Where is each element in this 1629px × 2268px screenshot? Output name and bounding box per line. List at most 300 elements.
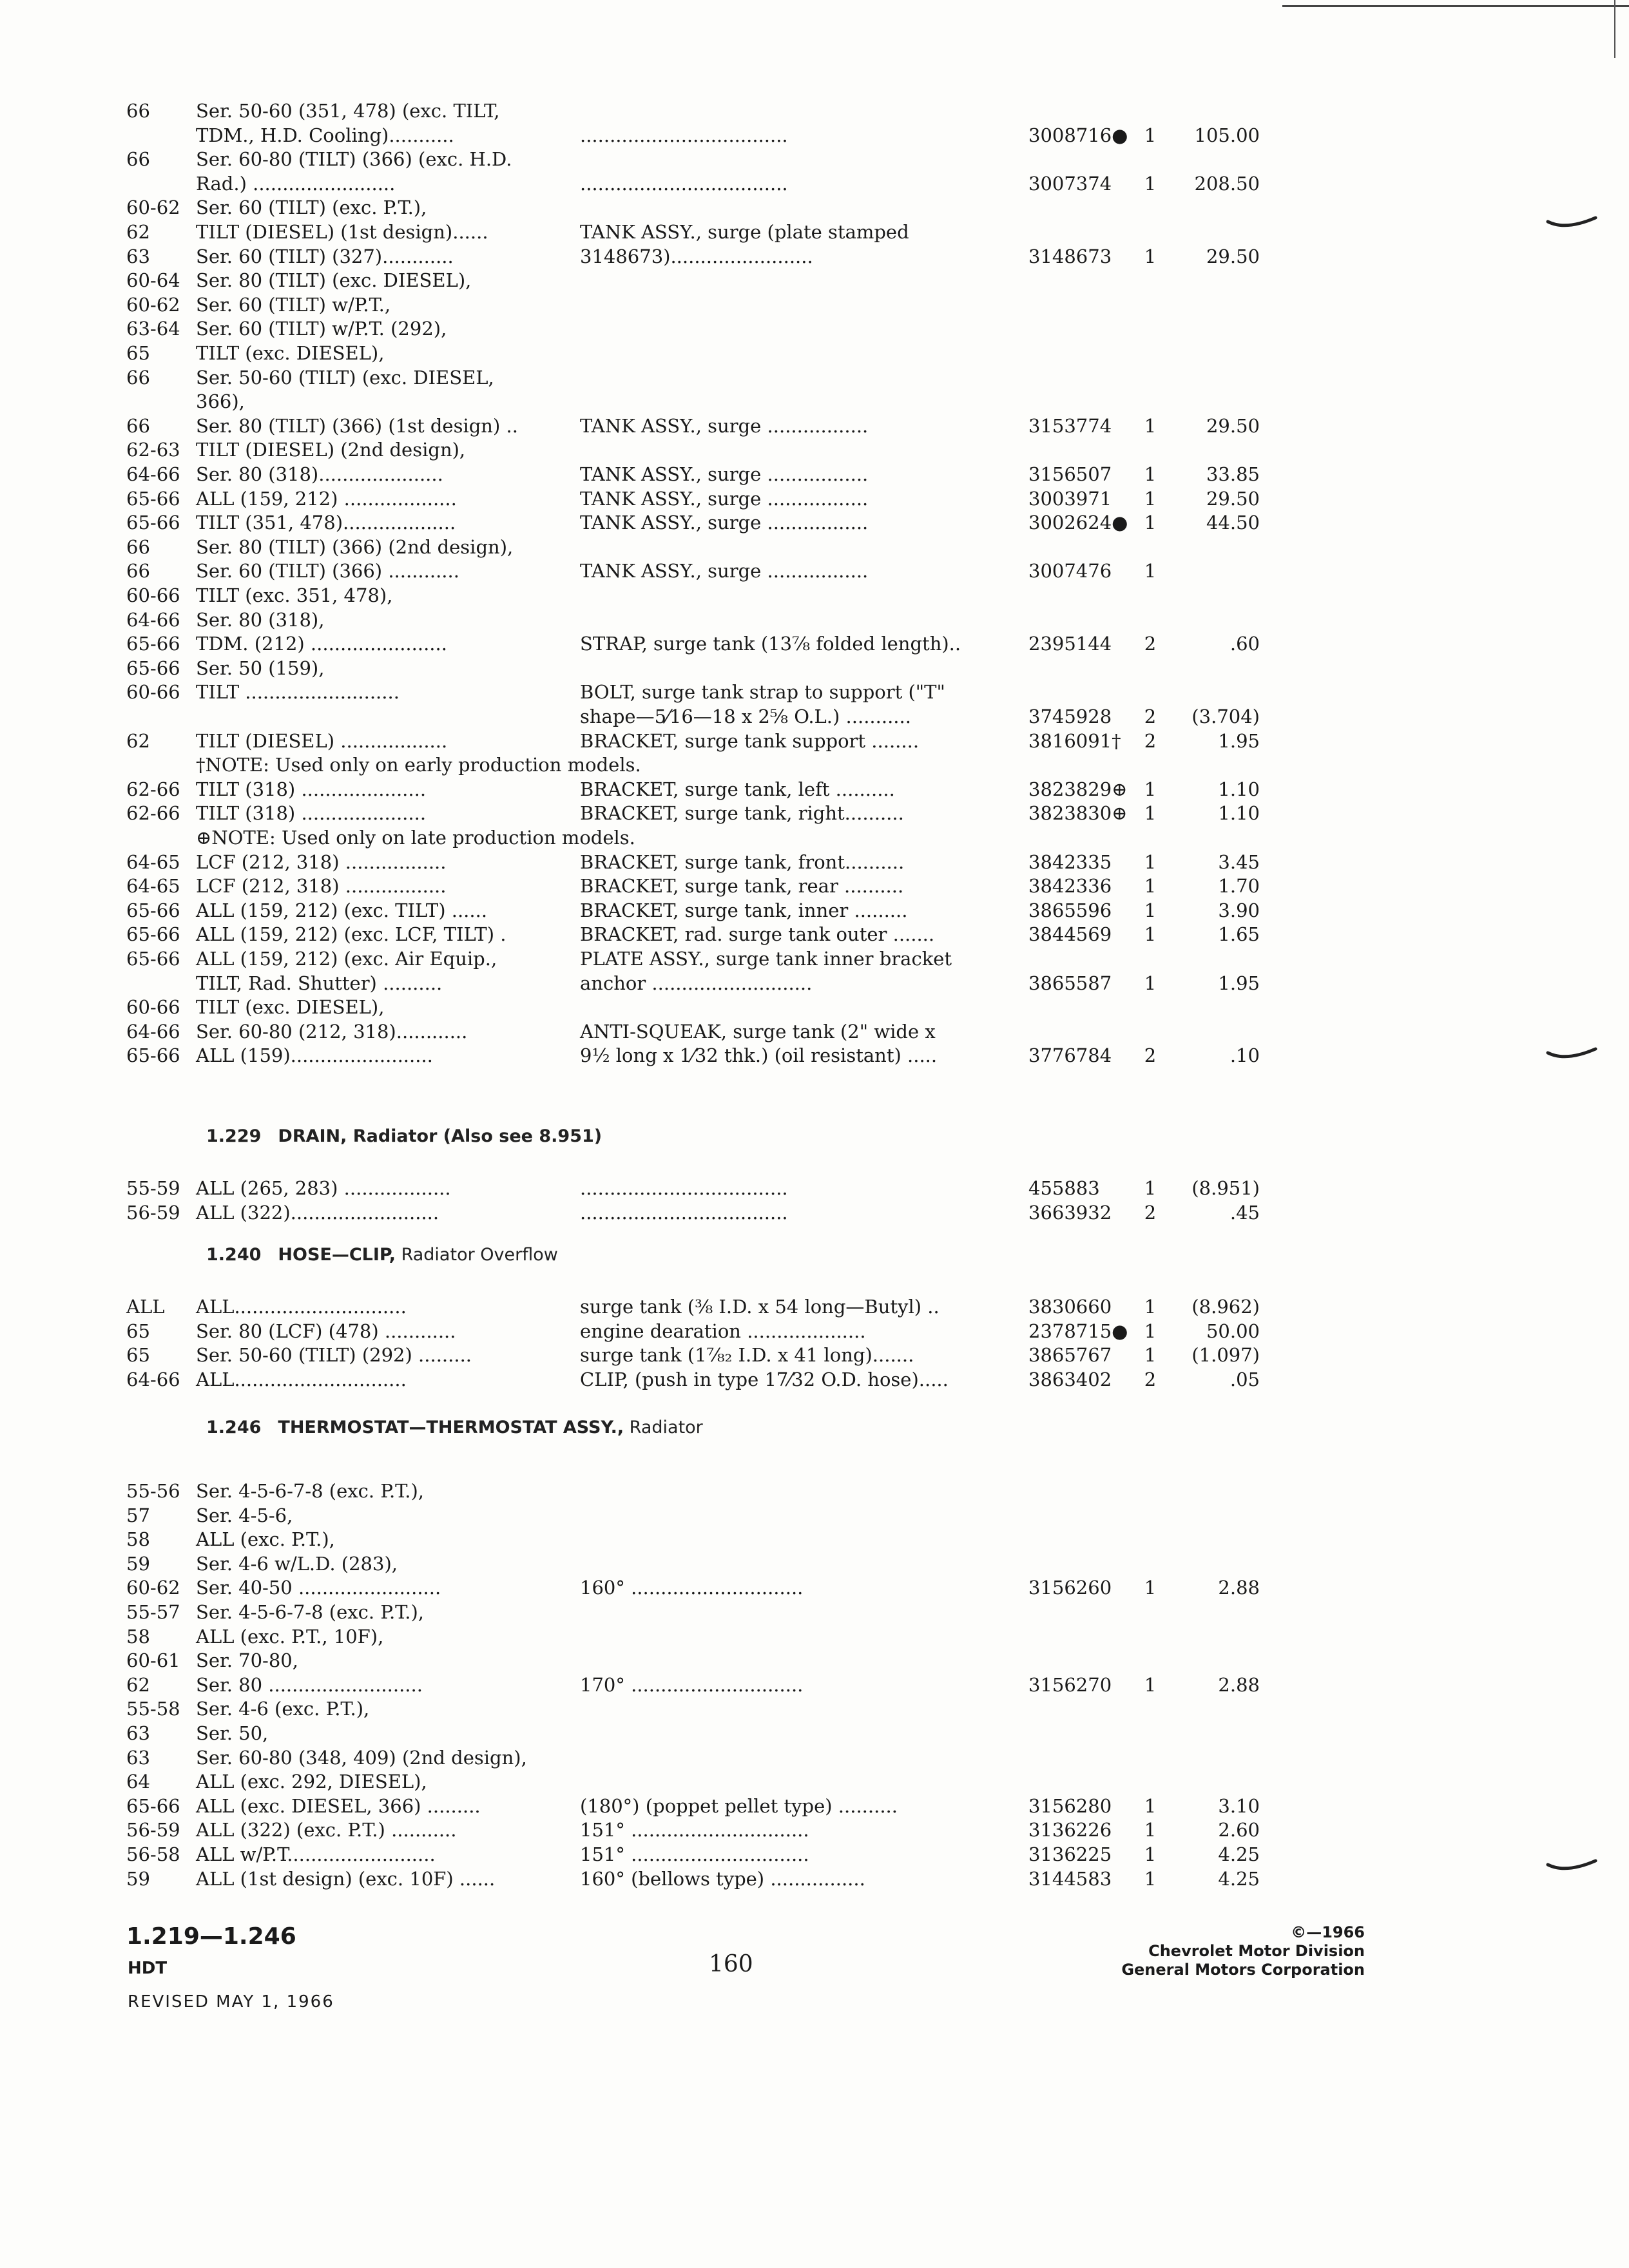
application-cell: 366), bbox=[196, 390, 245, 413]
copyright: ©—1966 bbox=[1291, 1923, 1365, 1941]
table-row bbox=[0, 1793, 1629, 1819]
table-row bbox=[0, 728, 1629, 754]
year-cell: 60-66 bbox=[126, 681, 180, 704]
part-number-cell: 3830660 bbox=[1028, 1296, 1112, 1318]
price-cell: 1.70 bbox=[1218, 875, 1260, 898]
table-row bbox=[0, 1043, 1629, 1068]
section-heading bbox=[206, 1124, 602, 1149]
year-cell: 65-66 bbox=[126, 657, 180, 679]
table-row bbox=[0, 219, 1629, 245]
part-number-cell: 3007374 bbox=[1028, 172, 1112, 195]
application-cell: TILT (351, 478)................... bbox=[196, 512, 456, 534]
quantity-cell: 1 bbox=[1144, 1296, 1157, 1318]
description-cell: TANK ASSY., surge ................. bbox=[580, 463, 869, 485]
year-cell: 55-57 bbox=[126, 1601, 180, 1623]
application-cell: Ser. 60 (TILT) (327)............ bbox=[196, 245, 454, 267]
table-row bbox=[0, 849, 1629, 875]
table-row bbox=[0, 776, 1629, 802]
table-row bbox=[0, 316, 1629, 341]
application-cell: Ser. 80 (318), bbox=[196, 608, 325, 631]
application-cell: TILT (DIESEL) (2nd design), bbox=[196, 439, 466, 461]
part-number-cell: 3863402 bbox=[1028, 1368, 1112, 1390]
year-cell: 66 bbox=[126, 148, 150, 171]
table-row bbox=[0, 1478, 1629, 1504]
description-cell: TANK ASSY., surge ................. bbox=[580, 487, 869, 510]
table-row bbox=[0, 1526, 1629, 1552]
year-cell: 58 bbox=[126, 1625, 150, 1648]
price-cell: 1.10 bbox=[1218, 778, 1260, 800]
year-cell: 64 bbox=[126, 1771, 150, 1793]
top-edge-line bbox=[1282, 5, 1629, 7]
quantity-cell: 1 bbox=[1144, 850, 1157, 873]
quantity-cell: 1 bbox=[1144, 923, 1157, 946]
year-cell: 66 bbox=[126, 366, 150, 389]
description-cell: 160° ............................. bbox=[580, 1577, 804, 1599]
table-row bbox=[0, 437, 1629, 463]
application-cell: TDM., H.D. Cooling)........... bbox=[196, 124, 454, 146]
part-number-cell: 3842335 bbox=[1028, 850, 1112, 873]
quantity-cell: 1 bbox=[1144, 463, 1157, 485]
table-row bbox=[0, 1575, 1629, 1600]
description-cell: 151° .............................. bbox=[580, 1819, 809, 1841]
table-row bbox=[0, 631, 1629, 657]
year-cell: 65-66 bbox=[126, 487, 180, 510]
application-cell: ALL (159, 212) (exc. TILT) ...... bbox=[196, 899, 488, 921]
table-row bbox=[0, 558, 1629, 584]
description-cell: BRACKET, surge tank, right.......... bbox=[580, 802, 904, 825]
application-cell: Ser. 60 (TILT) (366) ............ bbox=[196, 560, 459, 582]
year-cell: 64-66 bbox=[126, 1020, 180, 1043]
price-cell: 105.00 bbox=[1194, 124, 1260, 146]
application-cell: ALL (159, 212) (exc. Air Equip., bbox=[196, 948, 497, 970]
description-cell: BRACKET, surge tank, rear .......... bbox=[580, 875, 904, 898]
year-cell: 62-66 bbox=[126, 778, 180, 800]
application-cell: Ser. 50-60 (TILT) (exc. DIESEL, bbox=[196, 366, 494, 389]
page-number: 160 bbox=[709, 1951, 753, 1977]
table-row bbox=[0, 607, 1629, 633]
section-heading bbox=[206, 1242, 558, 1268]
year-cell: 55-56 bbox=[126, 1480, 180, 1502]
price-cell: 1.95 bbox=[1218, 972, 1260, 994]
table-row bbox=[0, 244, 1629, 269]
part-number-cell: 3002624● bbox=[1028, 512, 1128, 534]
corporation-name: General Motors Corporation bbox=[1121, 1961, 1365, 1979]
table-row bbox=[0, 1019, 1629, 1044]
division-name: Chevrolet Motor Division bbox=[1148, 1942, 1365, 1960]
part-number-cell: 3663932 bbox=[1028, 1201, 1112, 1224]
table-row bbox=[0, 1175, 1629, 1201]
revision-date: REVISED MAY 1, 1966 bbox=[128, 1992, 334, 2012]
quantity-cell: 1 bbox=[1144, 1867, 1157, 1890]
application-cell: Ser. 4-5-6-7-8 (exc. P.T.), bbox=[196, 1480, 425, 1502]
part-number-cell: 3156507 bbox=[1028, 463, 1112, 485]
table-row bbox=[0, 1866, 1629, 1892]
application-cell: Ser. 40-50 ........................ bbox=[196, 1577, 441, 1599]
application-cell: ALL (exc. P.T.), bbox=[196, 1528, 335, 1551]
year-cell: 56-58 bbox=[126, 1843, 180, 1865]
part-number-cell: 3823829⊕ bbox=[1028, 778, 1128, 800]
description-cell: BRACKET, surge tank, inner ......... bbox=[580, 899, 908, 921]
application-cell: ALL............................. bbox=[196, 1296, 407, 1318]
description-cell: 9½ long x 1⁄32 thk.) (oil resistant) ..... bbox=[580, 1044, 938, 1067]
description-cell: CLIP, (push in type 17⁄32 O.D. hose)..... bbox=[580, 1368, 949, 1390]
description-cell: surge tank (⅜ I.D. x 54 long—Butyl) .. bbox=[580, 1296, 940, 1318]
table-row bbox=[0, 98, 1629, 124]
description-cell: BRACKET, surge tank support ........ bbox=[580, 729, 920, 752]
part-number-cell: 2378715● bbox=[1028, 1320, 1128, 1342]
price-cell: .10 bbox=[1229, 1044, 1260, 1067]
application-cell: ALL (exc. 292, DIESEL), bbox=[196, 1771, 427, 1793]
quantity-cell: 1 bbox=[1144, 512, 1157, 534]
part-number-cell: 3144583 bbox=[1028, 1867, 1112, 1890]
application-cell: Ser. 4-6 (exc. P.T.), bbox=[196, 1698, 370, 1720]
table-row bbox=[0, 195, 1629, 220]
application-cell: †NOTE: Used only on early production models. bbox=[196, 754, 641, 776]
table-row bbox=[0, 1367, 1629, 1392]
price-cell: (3.704) bbox=[1191, 706, 1260, 727]
table-row bbox=[0, 340, 1629, 366]
year-cell: 63 bbox=[126, 1746, 150, 1769]
description-cell: ................................... bbox=[580, 1201, 788, 1224]
application-cell: TILT (exc. DIESEL), bbox=[196, 342, 385, 364]
description-cell: TANK ASSY., surge ................. bbox=[580, 512, 869, 534]
quantity-cell: 2 bbox=[1144, 706, 1157, 727]
section-subtitle: Radiator Overflow bbox=[396, 1245, 558, 1265]
application-cell: ALL (322) (exc. P.T.) ........... bbox=[196, 1819, 457, 1841]
table-row bbox=[0, 267, 1629, 293]
table-row bbox=[0, 365, 1629, 390]
application-cell: ALL (159)........................ bbox=[196, 1044, 433, 1067]
table-row bbox=[0, 873, 1629, 899]
price-cell: (1.097) bbox=[1191, 1344, 1260, 1367]
year-cell: 63-64 bbox=[126, 318, 180, 340]
table-row bbox=[0, 994, 1629, 1020]
application-cell: ALL (159, 212) ................... bbox=[196, 487, 457, 510]
year-cell: 59 bbox=[126, 1552, 150, 1575]
application-cell: Ser. 60 (TILT) w/P.T. (292), bbox=[196, 318, 447, 340]
quantity-cell: 1 bbox=[1144, 1177, 1157, 1199]
part-number-cell: 3865767 bbox=[1028, 1344, 1112, 1367]
quantity-cell: 2 bbox=[1144, 1201, 1157, 1224]
year-cell: 60-66 bbox=[126, 584, 180, 606]
application-cell: Ser. 60 (TILT) (exc. P.T.), bbox=[196, 197, 427, 219]
section-number: 1.246 bbox=[206, 1418, 262, 1437]
table-row bbox=[0, 946, 1629, 972]
application-cell: LCF (212, 318) ................. bbox=[196, 875, 447, 898]
table-row bbox=[0, 1624, 1629, 1649]
description-cell: 160° (bellows type) ................ bbox=[580, 1867, 865, 1890]
quantity-cell: 1 bbox=[1144, 875, 1157, 898]
table-row bbox=[0, 461, 1629, 487]
price-cell: (8.951) bbox=[1191, 1177, 1260, 1199]
quantity-cell: 1 bbox=[1144, 1819, 1157, 1841]
application-cell: Ser. 60-80 (348, 409) (2nd design), bbox=[196, 1746, 527, 1769]
year-cell: 65 bbox=[126, 1344, 150, 1367]
description-cell: ................................... bbox=[580, 1177, 788, 1199]
page-edge-shadow bbox=[1614, 0, 1615, 58]
year-cell: ALL bbox=[126, 1296, 165, 1318]
table-row bbox=[0, 1769, 1629, 1794]
table-row bbox=[0, 898, 1629, 923]
year-cell: 63 bbox=[126, 245, 150, 267]
table-row bbox=[0, 752, 1629, 778]
description-cell: BRACKET, surge tank, front.......... bbox=[580, 850, 905, 873]
application-cell: Ser. 80 (TILT) (exc. DIESEL), bbox=[196, 269, 472, 292]
application-cell: ALL (322)......................... bbox=[196, 1201, 439, 1224]
table-row bbox=[0, 1696, 1629, 1722]
quantity-cell: 1 bbox=[1144, 124, 1157, 146]
description-cell: 3148673)........................ bbox=[580, 245, 813, 267]
part-number-cell: 3816091† bbox=[1028, 729, 1121, 752]
application-cell: Ser. 50-60 (351, 478) (exc. TILT, bbox=[196, 100, 500, 122]
part-number-cell: 3156260 bbox=[1028, 1577, 1112, 1599]
quantity-cell: 1 bbox=[1144, 778, 1157, 800]
year-cell: 62-63 bbox=[126, 439, 180, 461]
application-cell: Rad.) ........................ bbox=[196, 172, 396, 195]
year-cell: 56-59 bbox=[126, 1201, 180, 1224]
part-number-cell: 3842336 bbox=[1028, 875, 1112, 898]
year-cell: 66 bbox=[126, 560, 150, 582]
year-cell: 66 bbox=[126, 100, 150, 122]
table-row bbox=[0, 1503, 1629, 1528]
part-number-cell: 3007476 bbox=[1028, 560, 1112, 582]
quantity-cell: 2 bbox=[1144, 1044, 1157, 1067]
part-number-cell: 3844569 bbox=[1028, 923, 1112, 946]
description-cell: anchor ........................... bbox=[580, 972, 813, 994]
description-cell: TANK ASSY., surge ................. bbox=[580, 414, 869, 437]
application-cell: Ser. 50, bbox=[196, 1722, 269, 1744]
year-cell: 64-65 bbox=[126, 875, 180, 898]
year-cell: 65 bbox=[126, 342, 150, 364]
year-cell: 58 bbox=[126, 1528, 150, 1551]
part-number-cell: 3865596 bbox=[1028, 899, 1112, 921]
table-row bbox=[0, 1342, 1629, 1368]
table-row bbox=[0, 1817, 1629, 1843]
quantity-cell: 1 bbox=[1144, 1673, 1157, 1696]
application-cell: Ser. 60-80 (TILT) (366) (exc. H.D. bbox=[196, 148, 512, 171]
table-row bbox=[0, 1841, 1629, 1867]
year-cell: 60-64 bbox=[126, 269, 180, 292]
price-cell: 1.95 bbox=[1218, 729, 1260, 752]
section-heading bbox=[206, 1415, 703, 1441]
year-cell: 64-65 bbox=[126, 850, 180, 873]
binder-tick-mark bbox=[1547, 213, 1598, 238]
application-cell: TILT (exc. 351, 478), bbox=[196, 584, 393, 606]
table-row bbox=[0, 1200, 1629, 1225]
year-cell: 65-66 bbox=[126, 899, 180, 921]
description-cell: PLATE ASSY., surge tank inner bracket bbox=[580, 948, 952, 970]
application-cell: ALL w/P.T......................... bbox=[196, 1843, 436, 1865]
table-row bbox=[0, 800, 1629, 826]
application-cell: TILT (DIESEL) .................. bbox=[196, 729, 448, 752]
application-cell: ⊕NOTE: Used only on late production models. bbox=[196, 827, 635, 849]
section-number: 1.240 bbox=[206, 1245, 262, 1265]
part-number-cell: 3745928 bbox=[1028, 706, 1112, 727]
year-cell: 66 bbox=[126, 414, 150, 437]
quantity-cell: 1 bbox=[1144, 1843, 1157, 1865]
price-cell: .60 bbox=[1229, 633, 1260, 655]
quantity-cell: 1 bbox=[1144, 1577, 1157, 1599]
application-cell: Ser. 80 .......................... bbox=[196, 1673, 423, 1696]
application-cell: Ser. 80 (318)..................... bbox=[196, 463, 443, 485]
year-cell: 62 bbox=[126, 1673, 150, 1696]
year-cell: 64-66 bbox=[126, 608, 180, 631]
section-title: HOSE—CLIP, bbox=[278, 1245, 396, 1265]
year-cell: 62 bbox=[126, 729, 150, 752]
price-cell: 3.90 bbox=[1218, 899, 1260, 921]
year-cell: 65 bbox=[126, 1320, 150, 1342]
application-cell: Ser. 50 (159), bbox=[196, 657, 325, 679]
application-cell: ALL (265, 283) .................. bbox=[196, 1177, 451, 1199]
year-cell: 60-61 bbox=[126, 1649, 180, 1672]
section-range: 1.219—1.246 bbox=[126, 1923, 296, 1950]
year-cell: 65-66 bbox=[126, 948, 180, 970]
price-cell: 50.00 bbox=[1206, 1320, 1260, 1342]
part-number-cell: 3136226 bbox=[1028, 1819, 1112, 1841]
table-row bbox=[0, 534, 1629, 560]
price-cell: 2.88 bbox=[1218, 1577, 1260, 1599]
price-cell: 29.50 bbox=[1206, 414, 1260, 437]
part-number-cell: 3823830⊕ bbox=[1028, 802, 1128, 825]
table-row bbox=[0, 1551, 1629, 1577]
year-cell: 55-58 bbox=[126, 1698, 180, 1720]
application-cell: TILT (318) ..................... bbox=[196, 778, 427, 800]
price-cell: 2.60 bbox=[1218, 1819, 1260, 1841]
description-cell: shape—5⁄16—18 x 2⅝ O.L.) ........... bbox=[580, 706, 911, 727]
table-row bbox=[0, 389, 1629, 414]
table-row bbox=[0, 1294, 1629, 1320]
year-cell: 60-62 bbox=[126, 293, 180, 316]
quantity-cell: 1 bbox=[1144, 1794, 1157, 1817]
year-cell: 65-66 bbox=[126, 1044, 180, 1067]
catalog-code: HDT bbox=[128, 1959, 168, 1978]
price-cell: .05 bbox=[1229, 1368, 1260, 1390]
application-cell: LCF (212, 318) ................. bbox=[196, 850, 447, 873]
section-title: DRAIN, Radiator (Also see 8.951) bbox=[278, 1126, 602, 1146]
description-cell: BRACKET, surge tank, left .......... bbox=[580, 778, 895, 800]
quantity-cell: 1 bbox=[1144, 972, 1157, 994]
quantity-cell: 2 bbox=[1144, 729, 1157, 752]
table-row bbox=[0, 1318, 1629, 1344]
application-cell: ALL (1st design) (exc. 10F) ...... bbox=[196, 1867, 496, 1890]
description-cell: ................................... bbox=[580, 124, 788, 146]
publisher-block bbox=[1031, 1923, 1365, 1979]
quantity-cell: 1 bbox=[1144, 1344, 1157, 1367]
description-cell: BRACKET, rad. surge tank outer ....... bbox=[580, 923, 935, 946]
table-row bbox=[0, 921, 1629, 947]
table-row bbox=[0, 655, 1629, 681]
part-number-cell: 3153774 bbox=[1028, 414, 1112, 437]
price-cell: .45 bbox=[1229, 1201, 1260, 1224]
part-number-cell: 3156280 bbox=[1028, 1794, 1112, 1817]
part-number-cell: 3003971 bbox=[1028, 487, 1112, 510]
application-cell: Ser. 80 (TILT) (366) (2nd design), bbox=[196, 535, 514, 558]
year-cell: 63 bbox=[126, 1722, 150, 1744]
table-row bbox=[0, 825, 1629, 850]
table-row bbox=[0, 122, 1629, 148]
price-cell: 2.88 bbox=[1218, 1673, 1260, 1696]
year-cell: 62-66 bbox=[126, 802, 180, 825]
application-cell: Ser. 50-60 (TILT) (292) ......... bbox=[196, 1344, 472, 1367]
year-cell: 65-66 bbox=[126, 1794, 180, 1817]
application-cell: ALL (exc. P.T., 10F), bbox=[196, 1625, 384, 1648]
application-cell: TILT .......................... bbox=[196, 681, 400, 704]
application-cell: Ser. 80 (TILT) (366) (1st design) .. bbox=[196, 414, 518, 437]
year-cell: 59 bbox=[126, 1867, 150, 1890]
table-row bbox=[0, 1745, 1629, 1771]
table-row bbox=[0, 1720, 1629, 1746]
application-cell: TILT, Rad. Shutter) .......... bbox=[196, 972, 443, 994]
price-cell: 4.25 bbox=[1218, 1843, 1260, 1865]
year-cell: 57 bbox=[126, 1504, 150, 1526]
part-number-cell: 3865587 bbox=[1028, 972, 1112, 994]
quantity-cell: 1 bbox=[1144, 802, 1157, 825]
application-cell: Ser. 4-5-6-7-8 (exc. P.T.), bbox=[196, 1601, 425, 1623]
price-cell: (8.962) bbox=[1191, 1296, 1260, 1318]
description-cell: STRAP, surge tank (13⅞ folded length).. bbox=[580, 633, 961, 655]
year-cell: 56-59 bbox=[126, 1819, 180, 1841]
description-cell: engine dearation .................... bbox=[580, 1320, 866, 1342]
part-number-cell: 3148673 bbox=[1028, 245, 1112, 267]
quantity-cell: 1 bbox=[1144, 487, 1157, 510]
application-cell: TDM. (212) ....................... bbox=[196, 633, 447, 655]
application-cell: Ser. 80 (LCF) (478) ............ bbox=[196, 1320, 456, 1342]
table-row bbox=[0, 292, 1629, 318]
quantity-cell: 1 bbox=[1144, 414, 1157, 437]
price-cell: 3.45 bbox=[1218, 850, 1260, 873]
quantity-cell: 1 bbox=[1144, 172, 1157, 195]
application-cell: TILT (exc. DIESEL), bbox=[196, 996, 385, 1019]
part-number-cell: 2395144 bbox=[1028, 633, 1112, 655]
year-cell: 60-62 bbox=[126, 197, 180, 219]
table-row bbox=[0, 1672, 1629, 1698]
application-cell: ALL............................. bbox=[196, 1368, 407, 1390]
part-number-cell: 455883 bbox=[1028, 1177, 1100, 1199]
table-row bbox=[0, 679, 1629, 705]
application-cell: ALL (159, 212) (exc. LCF, TILT) . bbox=[196, 923, 506, 946]
table-row bbox=[0, 413, 1629, 439]
application-cell: TILT (DIESEL) (1st design)...... bbox=[196, 221, 488, 243]
quantity-cell: 2 bbox=[1144, 633, 1157, 655]
year-cell: 60-66 bbox=[126, 996, 180, 1019]
table-row bbox=[0, 1599, 1629, 1625]
quantity-cell: 1 bbox=[1144, 560, 1157, 582]
binder-tick-mark bbox=[1547, 1856, 1598, 1881]
table-row bbox=[0, 146, 1629, 172]
price-cell: 3.10 bbox=[1218, 1794, 1260, 1817]
quantity-cell: 2 bbox=[1144, 1368, 1157, 1390]
table-row bbox=[0, 704, 1629, 729]
description-cell: TANK ASSY., surge ................. bbox=[580, 560, 869, 582]
description-cell: ................................... bbox=[580, 172, 788, 195]
quantity-cell: 1 bbox=[1144, 899, 1157, 921]
price-cell: 44.50 bbox=[1206, 512, 1260, 534]
application-cell: Ser. 60-80 (212, 318)............ bbox=[196, 1020, 468, 1043]
application-cell: Ser. 70-80, bbox=[196, 1649, 298, 1672]
year-cell: 65-66 bbox=[126, 923, 180, 946]
year-cell: 66 bbox=[126, 535, 150, 558]
binder-tick-mark bbox=[1547, 1044, 1598, 1070]
description-cell: BOLT, surge tank strap to support ("T" bbox=[580, 681, 945, 704]
application-cell: Ser. 4-5-6, bbox=[196, 1504, 293, 1526]
price-cell: 33.85 bbox=[1206, 463, 1260, 485]
description-cell: ANTI-SQUEAK, surge tank (2" wide x bbox=[580, 1020, 936, 1043]
quantity-cell: 1 bbox=[1144, 1320, 1157, 1342]
year-cell: 62 bbox=[126, 221, 150, 243]
section-title: THERMOSTAT—THERMOSTAT ASSY., bbox=[278, 1418, 624, 1437]
price-cell: 29.50 bbox=[1206, 245, 1260, 267]
year-cell: 65-66 bbox=[126, 633, 180, 655]
